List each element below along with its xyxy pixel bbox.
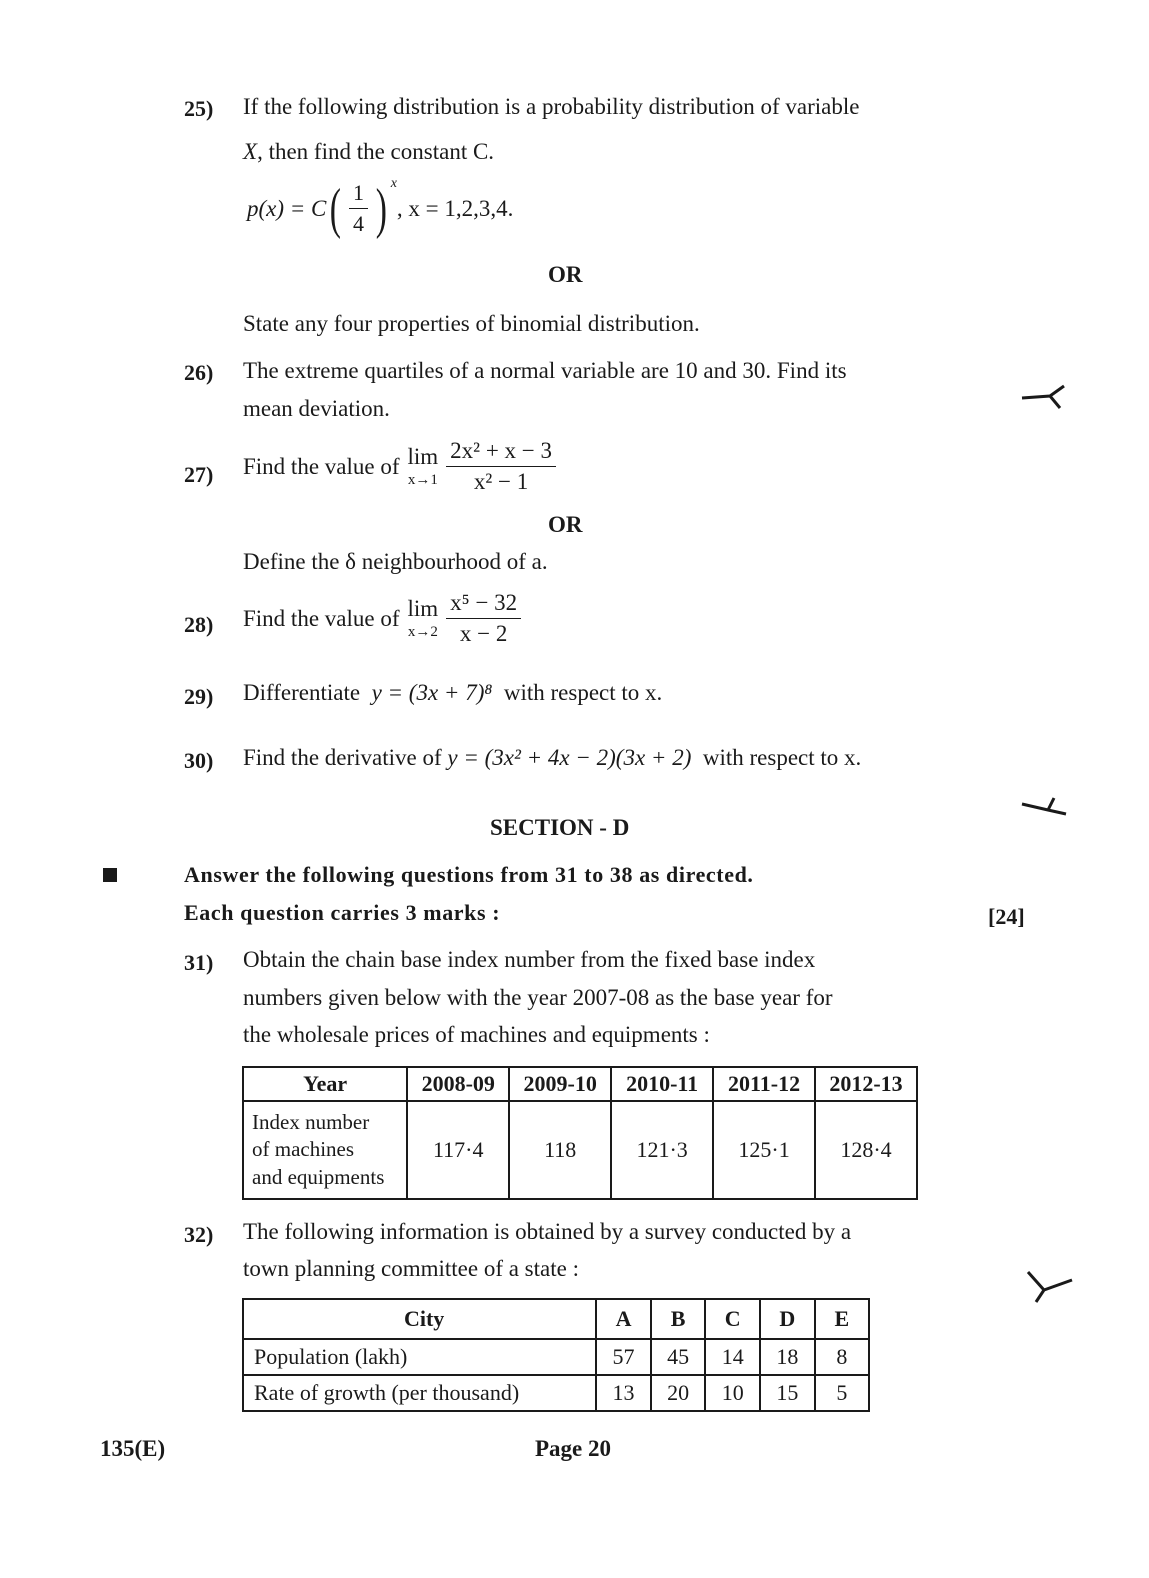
q29-text: Differentiate y = (3x + 7)⁸ with respect to x. bbox=[243, 680, 663, 705]
table-cell: 8 bbox=[815, 1339, 869, 1375]
q31-text-line3: the wholesale prices of machines and equipments : bbox=[243, 1022, 710, 1047]
q27-alt-text: Define the δ neighbourhood of a. bbox=[243, 549, 548, 574]
table-header-row bbox=[243, 1299, 869, 1339]
index-number-table bbox=[242, 1066, 918, 1200]
question-number-30: 30) bbox=[184, 748, 214, 773]
q26-text-line1: The extreme quartiles of a normal variable are 10 and 30. Find its bbox=[243, 358, 847, 383]
table-header-cell: C bbox=[705, 1299, 760, 1339]
q27-or: OR bbox=[548, 512, 583, 537]
q25-alt-text: State any four properties of binomial distribution. bbox=[243, 311, 700, 336]
row-label-cell: Population (lakh) bbox=[243, 1339, 596, 1375]
q25-text-line1: If the following distribution is a probability distribution of variable bbox=[243, 94, 860, 119]
row-label-cell: Index number of machines and equipments bbox=[243, 1101, 407, 1199]
table-cell: 5 bbox=[815, 1375, 869, 1411]
q25-formula: p(x) = C ( $\frac{1}{4}$ ) $^x$ , x = 1,2,3,4. bbox=[247, 176, 514, 240]
q30-text: Find the derivative of y = (3x² + 4x − 2)(3x + 2) with respect to x. bbox=[243, 745, 862, 770]
paper-code: 135(E) bbox=[100, 1436, 166, 1461]
table-header-cell: 2012-13 bbox=[815, 1067, 917, 1101]
table-cell: 57 bbox=[596, 1339, 651, 1375]
table-row bbox=[243, 1101, 917, 1199]
q32-text-line2: town planning committee of a state : bbox=[243, 1256, 579, 1281]
table-cell: 45 bbox=[651, 1339, 706, 1375]
page-number: Page 20 bbox=[535, 1436, 612, 1461]
q25-or: OR bbox=[548, 262, 583, 287]
table-cell: 20 bbox=[651, 1375, 706, 1411]
table-row bbox=[243, 1375, 869, 1411]
city-survey-table bbox=[242, 1298, 870, 1412]
scan-mark-icon bbox=[1026, 1270, 1076, 1304]
question-number-28: 28) bbox=[184, 612, 214, 637]
q27-formula: Find the value of lim x→1 $\frac{\text{2x² + x − 3}}{\text{x² − 1}}$ bbox=[243, 438, 560, 495]
table-header-cell: E bbox=[815, 1299, 869, 1339]
section-marks: [24] bbox=[988, 904, 1025, 929]
table-header-row bbox=[243, 1067, 917, 1101]
question-number-31: 31) bbox=[184, 950, 214, 975]
question-number-32: 32) bbox=[184, 1222, 214, 1247]
question-number-29: 29) bbox=[184, 684, 214, 709]
table-header-cell: A bbox=[596, 1299, 651, 1339]
table-header-cell: 2009-10 bbox=[509, 1067, 611, 1101]
q25-text-line2: X, then find the constant C. bbox=[243, 139, 495, 164]
q28-formula: Find the value of lim x→2 $\frac{\text{x⁵ − 32}}{x - 2}$ bbox=[243, 590, 525, 647]
table-cell: 14 bbox=[705, 1339, 760, 1375]
q26-text-line2: mean deviation. bbox=[243, 396, 390, 421]
question-number-26: 26) bbox=[184, 360, 214, 385]
row-label-cell: Rate of growth (per thousand) bbox=[243, 1375, 596, 1411]
table-cell: 10 bbox=[705, 1375, 760, 1411]
square-bullet-icon bbox=[103, 868, 117, 882]
table-header-cell: City bbox=[243, 1299, 596, 1339]
question-number-25: 25) bbox=[184, 96, 214, 121]
question-number-27: 27) bbox=[184, 462, 214, 487]
q32-text-line1: The following information is obtained by a survey conducted by a bbox=[243, 1219, 852, 1244]
q31-text-line2: numbers given below with the year 2007-08 as the base year for bbox=[243, 985, 833, 1010]
table-header-cell: Year bbox=[243, 1067, 407, 1101]
table-cell: 18 bbox=[760, 1339, 815, 1375]
table-cell: 13 bbox=[596, 1375, 651, 1411]
table-header-cell: 2010-11 bbox=[611, 1067, 713, 1101]
table-cell: 117·4 bbox=[407, 1101, 509, 1199]
table-header-cell: D bbox=[760, 1299, 815, 1339]
table-header-cell: 2011-12 bbox=[713, 1067, 815, 1101]
table-cell: 128·4 bbox=[815, 1101, 917, 1199]
table-cell: 118 bbox=[509, 1101, 611, 1199]
section-instruction-line2: Each question carries 3 marks : bbox=[184, 900, 501, 925]
section-title: SECTION - D bbox=[490, 815, 630, 840]
section-instruction-line1: Answer the following questions from 31 to 38 as directed. bbox=[184, 862, 754, 887]
scan-mark-icon bbox=[1020, 382, 1070, 412]
scan-mark-icon bbox=[1020, 796, 1070, 826]
table-header-cell: B bbox=[651, 1299, 706, 1339]
table-cell: 121·3 bbox=[611, 1101, 713, 1199]
q31-text-line1: Obtain the chain base index number from the fixed base index bbox=[243, 947, 816, 972]
table-cell: 15 bbox=[760, 1375, 815, 1411]
table-cell: 125·1 bbox=[713, 1101, 815, 1199]
table-row bbox=[243, 1339, 869, 1375]
table-header-cell: 2008-09 bbox=[407, 1067, 509, 1101]
